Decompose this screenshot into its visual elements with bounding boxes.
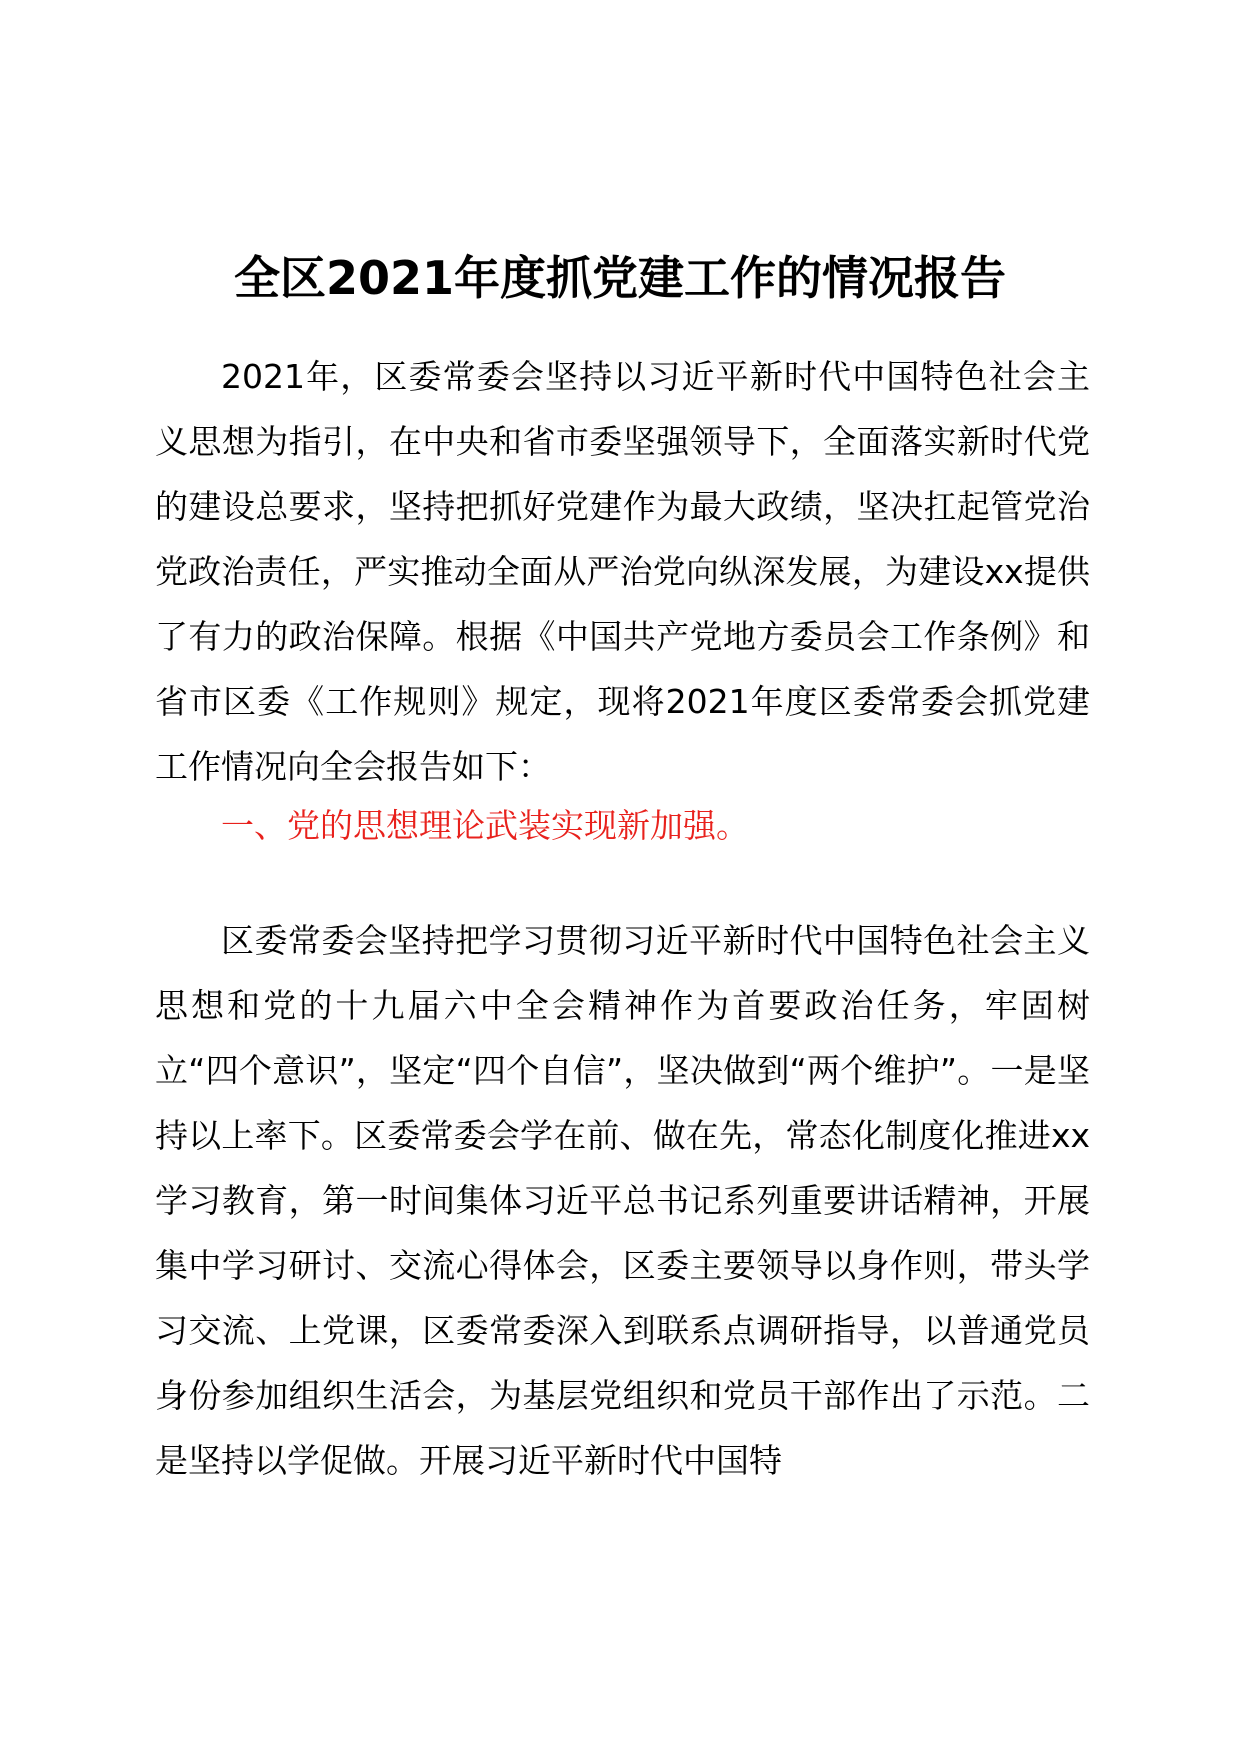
document-title: 全区2021年度抓党建工作的情况报告 [233,251,1007,305]
intro-paragraph: 2021年，区委常委会坚持以习近平新时代中国特色社会主义思想为指引，在中央和省市委坚强领导下，全面落实新时代党的建设总要求，坚持把抓好党建作为最大政绩，坚决扛起管党治党政治责任，严实推动全面从严治党向纵深发展，为建设xx提供了有力的政治保障。根据《中国共产党地方委员会工作条例》和省市区委《工作规则》规定，现将2021年度区委常委会抓党建工作情况向全会报告如下： [155,357,1090,786]
section-heading-1: 一、党的思想理论武装实现新加强。 [221,806,749,845]
section-body-1: 区委常委会坚持把学习贯彻习近平新时代中国特色社会主义思想和党的十九届六中全会精神作为首要政治任务，牢固树立“四个意识”，坚定“四个自信”，坚决做到“两个维护”。一是坚持以上率下。区委常委会学在前、做在先，常态化制度化推进xx学习教育，第一时间集体习近平总书记系列重要讲话精神，开展集中学习研讨、交流心得体会，区委主要领导以身作则，带头学习交流、上党课，区委常委深入到联系点调研指导，以普通党员身份参加组织生活会，为基层党组织和党员干部作出了示范。二是坚持以学促做。开展习近平新时代中国特 [155,921,1090,1480]
